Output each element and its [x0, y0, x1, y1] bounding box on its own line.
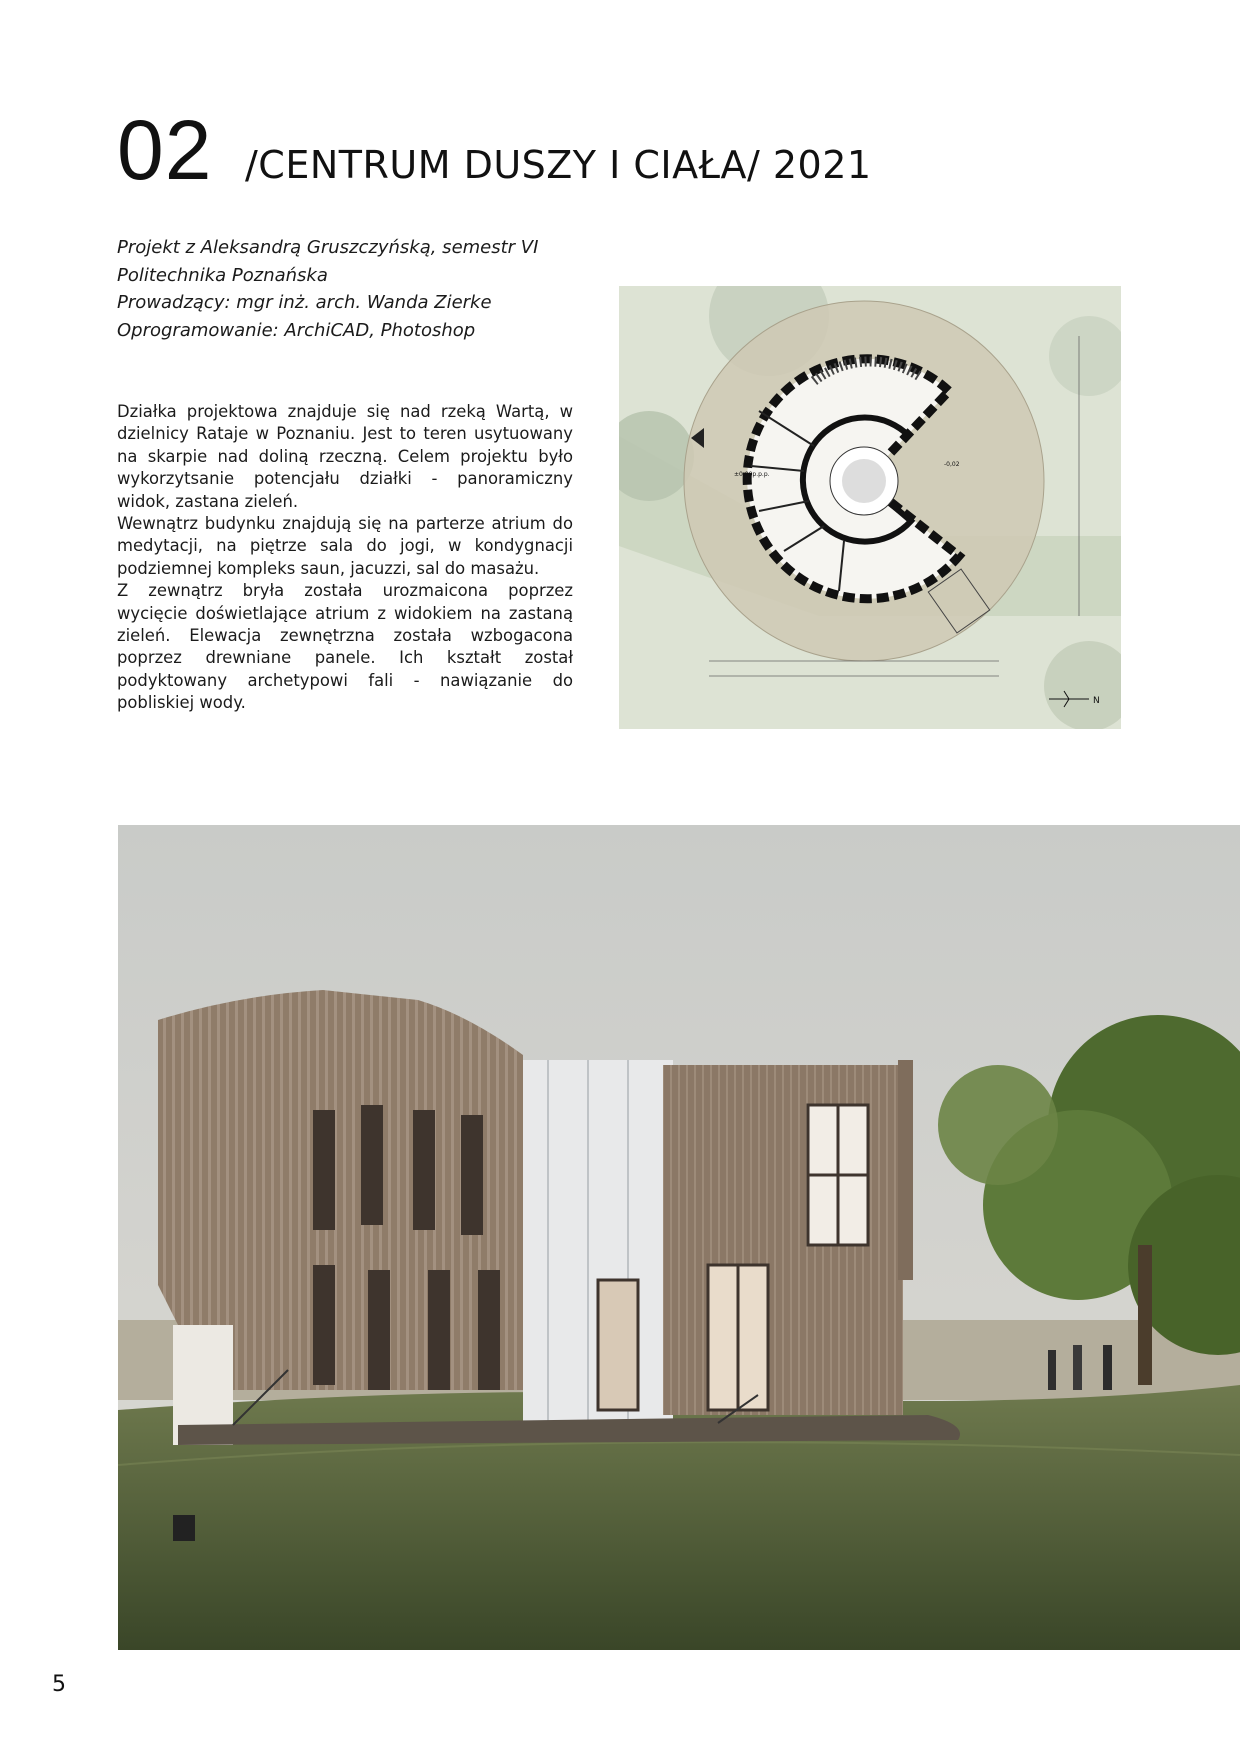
- description-paragraph: Z zewnątrz bryła została urozmaicona poprzez wycięcie doświetlające atrium z widokiem na zastaną zieleń. Elewacja zewnętrzna została wzbogacona poprzez drewniane panele. Ich kształt został podyktowany archetypowi fali - nawiązanie do pobliskiej wody.: [117, 581, 573, 713]
- page-number: 5: [52, 1672, 66, 1697]
- meta-supervisor: Prowadzący: mgr inż. arch. Wanda Zierke: [117, 292, 492, 313]
- exterior-render-image: [118, 825, 1240, 1650]
- meta-authors: Projekt z Aleksandrą Gruszczyńską, semestr VI: [117, 237, 539, 258]
- description-paragraph: Wewnątrz budynku znajdują się na parterze atrium do medytacji, na piętrze sala do jogi, w kondygnacji podziemnej kompleks saun, jacuzzi, sal do masażu.: [117, 514, 573, 578]
- plan-level-label: ±0,00p.p.p.: [734, 471, 770, 478]
- plan-level-label-2: -0,02: [944, 461, 960, 468]
- project-meta: [117, 234, 587, 344]
- description-paragraph: Działka projektowa znajduje się nad rzeką Wartą, w dzielnicy Rataje w Poznaniu. Jest to teren usytuowany na skarpie nad doliną rzeczną. Celem projektu było wykorzytsanie potencjału działki - panoramiczny widok, zastana zieleń.: [117, 402, 573, 511]
- meta-university: Politechnika Poznańska: [117, 264, 328, 286]
- project-number: 02: [117, 103, 213, 197]
- floor-plan-drawing: [619, 286, 1121, 729]
- project-title: /CENTRUM DUSZY I CIAŁA/ 2021: [245, 143, 872, 187]
- floor-plan-image: [619, 286, 1121, 729]
- meta-software: Oprogramowanie: ArchiCAD, Photoshop: [117, 319, 476, 341]
- project-description: [117, 401, 573, 715]
- north-arrow-label: N: [1093, 696, 1100, 706]
- exterior-render-drawing: [118, 825, 1240, 1650]
